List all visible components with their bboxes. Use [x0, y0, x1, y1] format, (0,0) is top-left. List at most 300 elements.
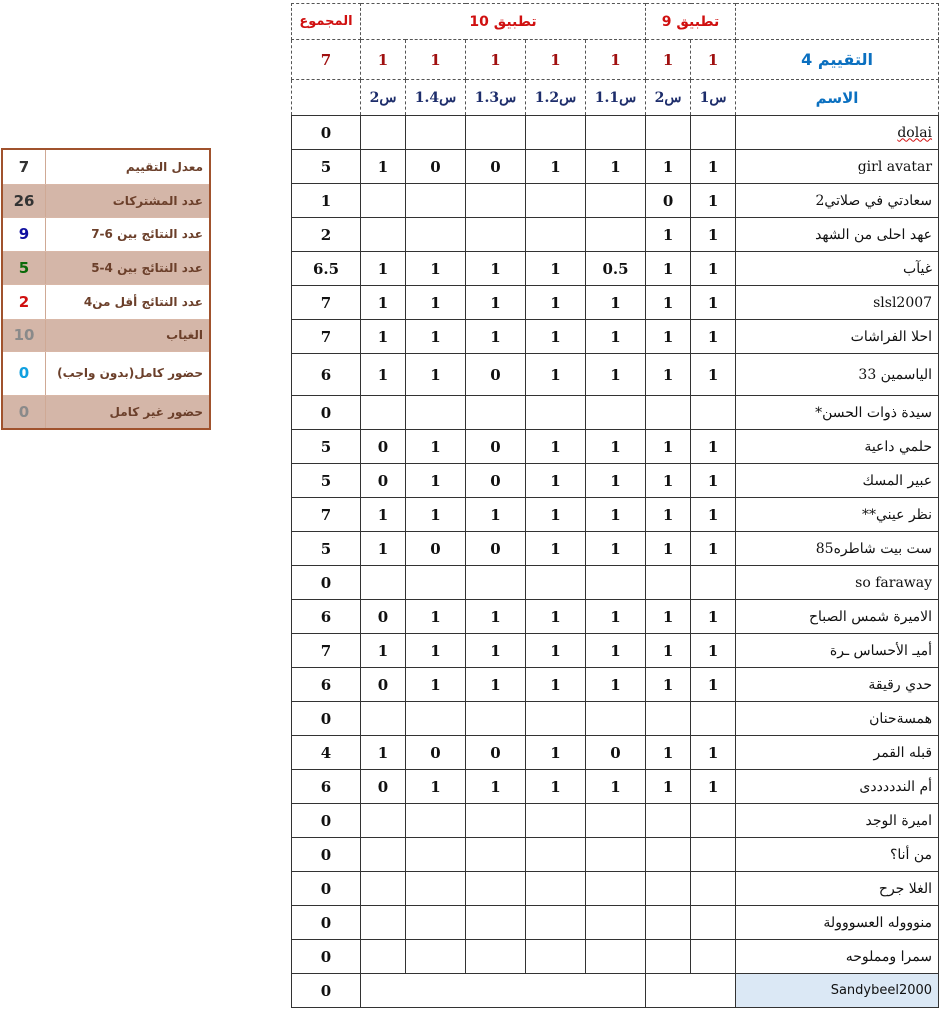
mark-cell: 1 [466, 668, 526, 702]
mark-cell [406, 702, 466, 736]
mark-cell: 0 [466, 150, 526, 184]
student-row [292, 702, 939, 736]
total-cell: 0 [292, 702, 361, 736]
mark-cell: 0 [646, 184, 691, 218]
mark-cell: 1 [526, 320, 586, 354]
student-name: so faraway [736, 566, 939, 600]
mark-cell: 1 [361, 320, 406, 354]
mark-cell: 1 [466, 320, 526, 354]
student-row [292, 736, 939, 770]
student-row [292, 872, 939, 906]
mark-cell: 1 [406, 770, 466, 804]
mark-cell: 0 [466, 354, 526, 396]
mark-cell: 1 [406, 600, 466, 634]
mark-cell [466, 872, 526, 906]
total-cell: 5 [292, 464, 361, 498]
mark-cell: 1 [406, 320, 466, 354]
student-name: من أنا؟ [736, 838, 939, 872]
mark-cell: 0 [361, 430, 406, 464]
summary-value: 5 [2, 251, 46, 284]
student-name: الغلا جرح [736, 872, 939, 906]
total-cell: 6.5 [292, 252, 361, 286]
mark-cell: 1 [646, 736, 691, 770]
mark-cell [586, 804, 646, 838]
total-cell: 6 [292, 770, 361, 804]
total-cell: 5 [292, 532, 361, 566]
mark-cell: 1 [586, 464, 646, 498]
mark-cell: 1 [691, 430, 736, 464]
mark-cell: 1 [646, 600, 691, 634]
mark-cell [361, 184, 406, 218]
max-mark-cell: 1 [466, 40, 526, 80]
blank-header-cell [736, 4, 939, 40]
mark-cell [586, 566, 646, 600]
total-cell: 0 [292, 566, 361, 600]
mark-cell [526, 804, 586, 838]
total-max-cell: 7 [292, 40, 361, 80]
mark-cell: 1 [526, 736, 586, 770]
mark-cell: 1 [406, 668, 466, 702]
grade-sheet [291, 3, 939, 1008]
summary-value: 0 [2, 351, 46, 395]
mark-cell: 1 [361, 736, 406, 770]
mark-cell: 1 [526, 634, 586, 668]
summary-label: عدد المشتركات [46, 184, 211, 217]
student-row [292, 252, 939, 286]
mark-cell [646, 940, 691, 974]
mark-cell: 1 [646, 770, 691, 804]
mark-cell [646, 838, 691, 872]
total-cell: 0 [292, 872, 361, 906]
mark-cell: 1 [691, 184, 736, 218]
mark-cell: 1 [406, 498, 466, 532]
mark-cell [526, 184, 586, 218]
student-name: عبير المسك [736, 464, 939, 498]
mark-cell: 1 [691, 634, 736, 668]
mark-cell: 1 [466, 770, 526, 804]
summary-row [2, 149, 210, 184]
mark-cell: 1 [691, 464, 736, 498]
student-row [292, 354, 939, 396]
mark-cell: 1 [406, 634, 466, 668]
mark-cell: 1 [646, 218, 691, 252]
student-row [292, 150, 939, 184]
mark-cell: 1 [646, 532, 691, 566]
student-row [292, 116, 939, 150]
summary-label: حضور غير كامل [46, 395, 211, 429]
mark-cell [466, 940, 526, 974]
total-cell: 0 [292, 974, 361, 1008]
mark-cell: 1 [361, 532, 406, 566]
mark-cell [646, 872, 691, 906]
question-header: س1.2 [526, 80, 586, 116]
mark-cell: 0 [361, 464, 406, 498]
total-cell: 2 [292, 218, 361, 252]
student-row [292, 184, 939, 218]
mark-cell: 0 [466, 736, 526, 770]
student-row [292, 430, 939, 464]
mark-cell: 1 [406, 430, 466, 464]
student-row [292, 634, 939, 668]
mark-cell: 1 [466, 286, 526, 320]
total-cell: 0 [292, 838, 361, 872]
mark-cell [526, 940, 586, 974]
total-cell: 5 [292, 150, 361, 184]
mark-cell: 1 [526, 150, 586, 184]
total-cell: 4 [292, 736, 361, 770]
evaluation-title: التقييم 4 [736, 40, 939, 80]
student-row [292, 464, 939, 498]
mark-cell: 1 [526, 430, 586, 464]
blank-header-cell [292, 80, 361, 116]
mark-cell: 1 [526, 532, 586, 566]
student-name: girl avatar [736, 150, 939, 184]
mark-cell [646, 702, 691, 736]
mark-cell [691, 566, 736, 600]
mark-cell: 1 [586, 634, 646, 668]
mark-cell: 1 [466, 498, 526, 532]
summary-value: 0 [2, 395, 46, 429]
student-name: الياسمين 33 [736, 354, 939, 396]
mark-cell [691, 940, 736, 974]
mark-cell [361, 702, 406, 736]
student-name: أم الندددددى [736, 770, 939, 804]
student-name: slsl2007 [736, 286, 939, 320]
question-header: س1.1 [586, 80, 646, 116]
mark-cell: 1 [646, 286, 691, 320]
mark-cell: 1 [586, 150, 646, 184]
mark-cell: 1 [691, 150, 736, 184]
student-name: منوووله العسووولة [736, 906, 939, 940]
mark-cell [526, 702, 586, 736]
total-cell: 0 [292, 116, 361, 150]
question-header: س1.4 [406, 80, 466, 116]
mark-cell: 1 [646, 252, 691, 286]
mark-cell: 1 [586, 532, 646, 566]
mark-cell: 1 [406, 354, 466, 396]
student-row [292, 906, 939, 940]
student-name: سيدة ذوات الحسن* [736, 396, 939, 430]
mark-cell: 1 [691, 218, 736, 252]
mark-cell [691, 702, 736, 736]
mark-cell: 0 [361, 600, 406, 634]
mark-cell [406, 184, 466, 218]
mark-cell: 1 [526, 498, 586, 532]
total-cell: 7 [292, 320, 361, 354]
summary-row [2, 351, 210, 395]
mark-cell: 1 [646, 498, 691, 532]
summary-panel [1, 148, 211, 430]
student-row [292, 804, 939, 838]
mark-cell: 1 [586, 430, 646, 464]
summary-row [2, 184, 210, 217]
summary-label: حضور كامل(بدون واجب) [46, 351, 211, 395]
max-mark-cell: 1 [646, 40, 691, 80]
mark-cell: 1 [361, 634, 406, 668]
mark-cell: 1 [361, 150, 406, 184]
mark-cell: 1 [646, 668, 691, 702]
total-cell: 7 [292, 634, 361, 668]
student-name: حدي رقيقة [736, 668, 939, 702]
student-name: غيآب [736, 252, 939, 286]
mark-cell [526, 872, 586, 906]
mark-cell [406, 566, 466, 600]
mark-cell [586, 906, 646, 940]
total-cell: 6 [292, 668, 361, 702]
mark-cell: 1 [646, 430, 691, 464]
mark-cell: 1 [586, 354, 646, 396]
mark-cell [691, 396, 736, 430]
mark-cell [361, 940, 406, 974]
mark-cell [526, 116, 586, 150]
mark-cell [361, 804, 406, 838]
mark-cell: 1 [646, 150, 691, 184]
mark-cell: 1 [691, 252, 736, 286]
mark-cell [361, 906, 406, 940]
mark-cell: 0 [406, 736, 466, 770]
mark-cell: 1 [361, 498, 406, 532]
mark-cell [406, 838, 466, 872]
mark-cell [361, 116, 406, 150]
max-marks-row [292, 40, 939, 80]
mark-cell: 1 [361, 286, 406, 320]
student-row [292, 974, 939, 1008]
mark-cell [586, 116, 646, 150]
student-name: نظر عيني** [736, 498, 939, 532]
mark-cell [466, 566, 526, 600]
mark-cell [466, 804, 526, 838]
mark-cell [361, 872, 406, 906]
student-row [292, 218, 939, 252]
question-header: س2 [646, 80, 691, 116]
summary-label: عدد النتائج بين 4-5 [46, 251, 211, 284]
total-cell: 0 [292, 396, 361, 430]
mark-cell [406, 116, 466, 150]
mark-cell: 1 [526, 354, 586, 396]
name-column-header: الاسم [736, 80, 939, 116]
mark-cell [646, 804, 691, 838]
mark-cell: 1 [466, 600, 526, 634]
mark-cell: 0 [466, 464, 526, 498]
mark-cell: 1 [586, 668, 646, 702]
mark-cell: 1 [526, 668, 586, 702]
mark-cell [586, 218, 646, 252]
summary-value: 9 [2, 217, 46, 251]
student-row [292, 600, 939, 634]
student-name: سمرا ومملوحه [736, 940, 939, 974]
mark-cell: 0 [466, 430, 526, 464]
summary-row [2, 319, 210, 351]
summary-label: عدد النتائج بين 6-7 [46, 217, 211, 251]
max-mark-cell: 1 [691, 40, 736, 80]
mark-cell [526, 906, 586, 940]
summary-row [2, 251, 210, 284]
student-name: عهد احلى من الشهد [736, 218, 939, 252]
student-row [292, 838, 939, 872]
mark-cell: 1 [586, 600, 646, 634]
total-cell: 6 [292, 600, 361, 634]
mark-cell [361, 396, 406, 430]
mark-cell: 0 [361, 770, 406, 804]
mark-cell: 1 [466, 252, 526, 286]
summary-label: عدد النتائج أقل من4 [46, 284, 211, 319]
student-name: اميرة الوجد [736, 804, 939, 838]
mark-cell: 1 [586, 770, 646, 804]
mark-cell: 1 [691, 286, 736, 320]
student-name: حلمي داعية [736, 430, 939, 464]
mark-cell [646, 906, 691, 940]
max-mark-cell: 1 [586, 40, 646, 80]
student-row [292, 770, 939, 804]
mark-cell [586, 396, 646, 430]
mark-cell [406, 396, 466, 430]
student-name: الاميرة شمس الصباح [736, 600, 939, 634]
mark-cell: 1 [406, 286, 466, 320]
mark-cell [406, 872, 466, 906]
summary-row [2, 217, 210, 251]
mark-cell [691, 906, 736, 940]
mark-cell: 1 [586, 286, 646, 320]
empty-marks-cell [361, 974, 646, 1008]
summary-row [2, 395, 210, 429]
total-cell: 0 [292, 940, 361, 974]
summary-value: 7 [2, 149, 46, 184]
mark-cell: 1 [586, 320, 646, 354]
summary-label: الغياب [46, 319, 211, 351]
mark-cell: 1 [406, 252, 466, 286]
mark-cell: 1 [691, 532, 736, 566]
mark-cell [466, 184, 526, 218]
student-name: قبله القمر [736, 736, 939, 770]
student-name: احلا الفراشات [736, 320, 939, 354]
application-header-row [292, 4, 939, 40]
mark-cell: 0 [406, 150, 466, 184]
mark-cell: 1 [691, 770, 736, 804]
student-row [292, 498, 939, 532]
mark-cell: 1 [526, 464, 586, 498]
student-row [292, 532, 939, 566]
total-cell: 5 [292, 430, 361, 464]
mark-cell: 1 [526, 286, 586, 320]
mark-cell [691, 838, 736, 872]
student-row [292, 566, 939, 600]
application-10-header: تطبيق 10 [361, 4, 646, 40]
total-column-header: المجموع [292, 4, 361, 40]
mark-cell [526, 396, 586, 430]
max-mark-cell: 1 [406, 40, 466, 80]
total-cell: 6 [292, 354, 361, 396]
mark-cell [466, 906, 526, 940]
mark-cell: 0.5 [586, 252, 646, 286]
max-mark-cell: 1 [526, 40, 586, 80]
mark-cell: 1 [691, 498, 736, 532]
student-row [292, 286, 939, 320]
question-header-row [292, 80, 939, 116]
total-cell: 0 [292, 804, 361, 838]
empty-marks-cell [646, 974, 736, 1008]
summary-label: معدل التقييم [46, 149, 211, 184]
mark-cell [466, 396, 526, 430]
student-row [292, 940, 939, 974]
student-name: Sandybeel2000 [736, 974, 939, 1008]
student-name: dolai [736, 116, 939, 150]
mark-cell [586, 872, 646, 906]
mark-cell: 1 [646, 320, 691, 354]
mark-cell [406, 804, 466, 838]
mark-cell: 1 [646, 634, 691, 668]
question-header: س1 [691, 80, 736, 116]
mark-cell [691, 116, 736, 150]
mark-cell [691, 804, 736, 838]
summary-value: 26 [2, 184, 46, 217]
mark-cell [646, 116, 691, 150]
total-cell: 0 [292, 906, 361, 940]
student-name: همسةحنان [736, 702, 939, 736]
student-row [292, 396, 939, 430]
mark-cell: 0 [586, 736, 646, 770]
mark-cell [406, 218, 466, 252]
mark-cell [586, 940, 646, 974]
mark-cell: 1 [691, 600, 736, 634]
mark-cell: 1 [526, 252, 586, 286]
max-mark-cell: 1 [361, 40, 406, 80]
mark-cell: 1 [526, 600, 586, 634]
mark-cell [406, 940, 466, 974]
question-header: س2 [361, 80, 406, 116]
mark-cell: 1 [691, 320, 736, 354]
student-name: ست بيت شاطره85 [736, 532, 939, 566]
mark-cell: 1 [466, 634, 526, 668]
mark-cell [586, 702, 646, 736]
total-cell: 1 [292, 184, 361, 218]
mark-cell [466, 218, 526, 252]
total-cell: 7 [292, 286, 361, 320]
student-row [292, 320, 939, 354]
mark-cell [526, 566, 586, 600]
mark-cell [646, 566, 691, 600]
total-cell: 7 [292, 498, 361, 532]
mark-cell: 0 [466, 532, 526, 566]
summary-row [2, 284, 210, 319]
student-name: أميـ الأحساس ـرة [736, 634, 939, 668]
mark-cell [646, 396, 691, 430]
question-header: س1.3 [466, 80, 526, 116]
mark-cell [691, 872, 736, 906]
mark-cell [361, 218, 406, 252]
mark-cell: 0 [361, 668, 406, 702]
mark-cell: 0 [406, 532, 466, 566]
mark-cell: 1 [691, 736, 736, 770]
mark-cell: 1 [406, 464, 466, 498]
summary-value: 2 [2, 284, 46, 319]
mark-cell: 1 [646, 464, 691, 498]
summary-value: 10 [2, 319, 46, 351]
mark-cell [406, 906, 466, 940]
mark-cell [361, 838, 406, 872]
mark-cell [466, 702, 526, 736]
mark-cell: 1 [646, 354, 691, 396]
mark-cell: 1 [691, 354, 736, 396]
mark-cell [466, 116, 526, 150]
mark-cell [526, 218, 586, 252]
mark-cell: 1 [586, 498, 646, 532]
mark-cell [586, 838, 646, 872]
mark-cell [526, 838, 586, 872]
mark-cell: 1 [361, 354, 406, 396]
student-row [292, 668, 939, 702]
mark-cell: 1 [361, 252, 406, 286]
mark-cell [361, 566, 406, 600]
